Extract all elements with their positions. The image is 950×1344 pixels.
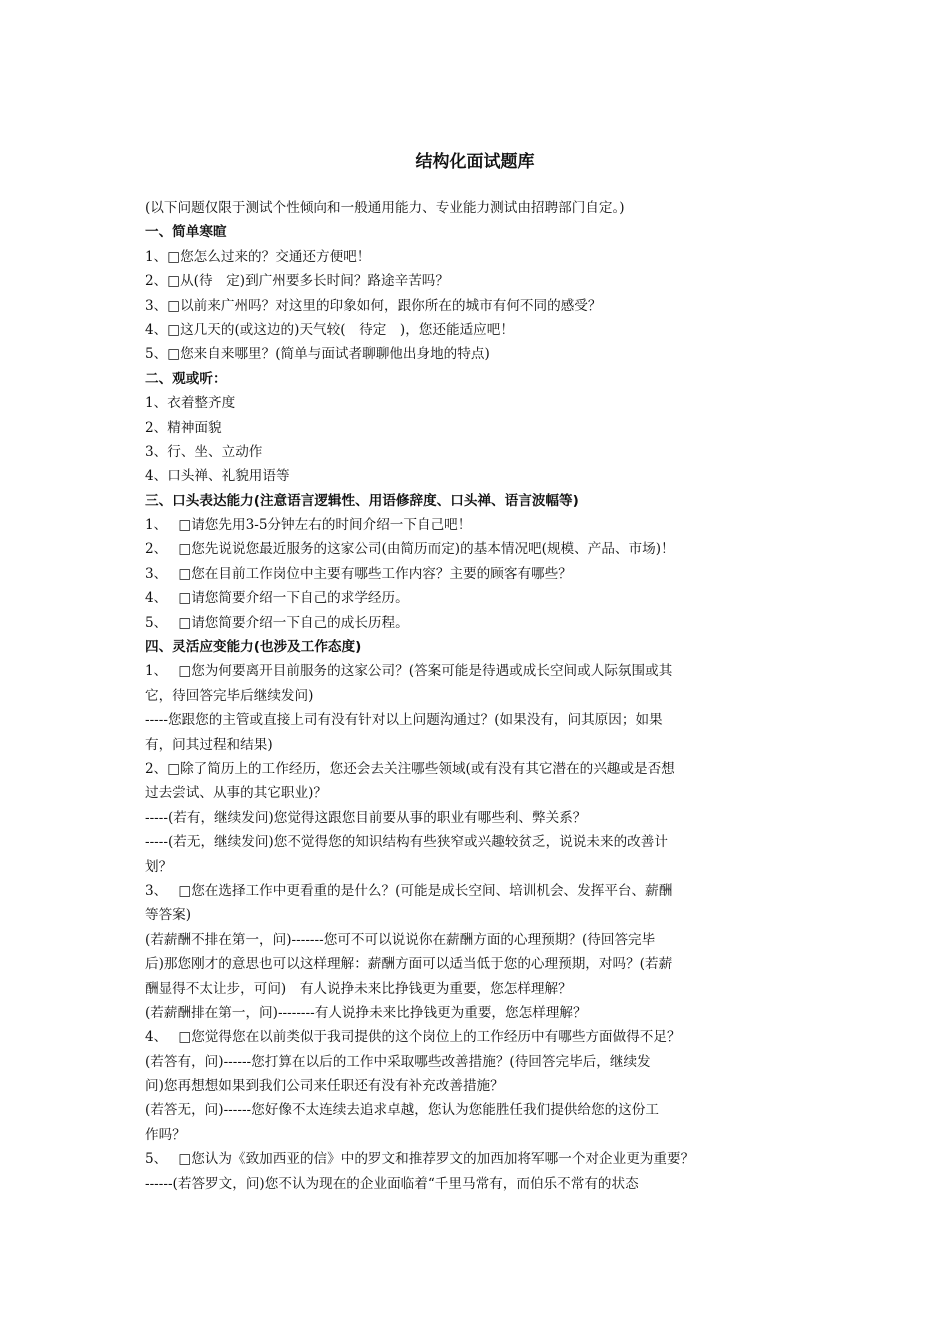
question-line: ------(若答罗文，问)您不认为现在的企业面临着“千里马常有，而伯乐不常有的状态 — [145, 1175, 639, 1192]
question-line: 有，问其过程和结果) — [145, 736, 273, 753]
section-heading: 一、简单寒暄 — [145, 224, 227, 241]
question-line: 划？ — [145, 858, 173, 875]
observation-line: 1、衣着整齐度 — [145, 395, 236, 412]
document-title: 结构化面试题库 — [415, 152, 535, 172]
observation-line: 3、行、坐、立动作 — [145, 443, 263, 460]
question-line: 它，待回答完毕后继续发问) — [145, 687, 314, 704]
question-line: (若薪酬排在第一，问)--------有人说挣未来比挣钱更为重要，您怎样理解？ — [145, 1004, 587, 1021]
question-line: 5、 □请您简要介绍一下自己的成长历程。 — [145, 614, 409, 631]
question-line: (若薪酬不排在第一，问)-------您可不可以说说你在薪酬方面的心理预期？(待回答完毕 — [145, 931, 656, 948]
question-line: 3、□以前来广州吗？对这里的印象如何，跟你所在的城市有何不同的感受？ — [145, 297, 602, 314]
question-line: 1、□您怎么过来的？交通还方便吧！ — [145, 248, 371, 265]
section-heading: 四、灵活应变能力(也涉及工作态度) — [145, 639, 362, 656]
question-line: -----(若有，继续发问)您觉得这跟您目前要从事的职业有哪些利、弊关系？ — [145, 809, 587, 826]
question-line: 3、 □您在目前工作岗位中主要有哪些工作内容？主要的顾客有哪些？ — [145, 565, 572, 582]
question-line: 等答案) — [145, 907, 192, 924]
question-line: 过去尝试、从事的其它职业)？ — [145, 785, 328, 802]
question-line: 5、□您来自来哪里？(简单与面试者聊聊他出身地的特点) — [145, 346, 490, 363]
observation-line: 4、口头禅、礼貌用语等 — [145, 468, 290, 485]
question-line: 酬显得不太让步，可问) 有人说挣未来比挣钱更为重要，您怎样理解？ — [145, 980, 572, 997]
question-line: (若答无，问)------您好像不太连续去追求卓越，您认为您能胜任我们提供给您的这份工 — [145, 1102, 659, 1119]
question-line: -----(若无，继续发问)您不觉得您的知识结构有些狭窄或兴趣较贫乏，说说未来的改善计 — [145, 834, 668, 851]
section-heading: 二、观或听： — [145, 370, 227, 387]
question-line: 4、 □请您简要介绍一下自己的求学经历。 — [145, 590, 409, 607]
document-body — [145, 196, 810, 1196]
question-line: 作吗？ — [145, 1126, 186, 1143]
question-line: 1、 □请您先用3-5分钟左右的时间介绍一下自己吧！ — [145, 517, 472, 534]
question-line: 问)您再想想如果到我们公司来任职还有没有补充改善措施？ — [145, 1078, 504, 1095]
question-line: 后)那您刚才的意思也可以这样理解：薪酬方面可以适当低于您的心理预期，对吗？(若薪 — [145, 956, 673, 973]
question-line: 2、 □您先说说您最近服务的这家公司(由简历而定)的基本情况吧(规模、产品、市场)！ — [145, 541, 675, 558]
question-line: 2、□从(待 定)到广州要多长时间？路途辛苦吗？ — [145, 273, 449, 290]
intro-note: (以下问题仅限于测试个性倾向和一般通用能力、专业能力测试由招聘部门自定。) — [145, 200, 625, 216]
observation-line: 2、精神面貌 — [145, 419, 222, 436]
question-line: 2、□除了简历上的工作经历，您还会去关注哪些领域(或有没有其它潜在的兴趣或是否想 — [145, 760, 675, 777]
question-line: 1、 □您为何要离开目前服务的这家公司？(答案可能是待遇或成长空间或人际氛围或其 — [145, 663, 673, 680]
question-line: 5、 □您认为《致加西亚的信》中的罗文和推荐罗文的加西加将军哪一个对企业更为重要？ — [145, 1151, 695, 1168]
question-line: 3、 □您在选择工作中更看重的是什么？(可能是成长空间、培训机会、发挥平台、薪酬 — [145, 882, 673, 899]
question-line: -----您跟您的主管或直接上司有没有针对以上问题沟通过？(如果没有，问其原因；如果 — [145, 712, 663, 729]
question-line: (若答有，问)------您打算在以后的工作中采取哪些改善措施？(待回答完毕后，继续发 — [145, 1053, 651, 1070]
question-line: 4、 □您觉得您在以前类似于我司提供的这个岗位上的工作经历中有哪些方面做得不足？ — [145, 1029, 681, 1046]
section-heading: 三、口头表达能力(注意语言逻辑性、用语修辞度、口头禅、语言波幅等) — [145, 492, 579, 509]
question-line: 4、□这几天的(或这边的)天气较( 待定 )，您还能适应吧！ — [145, 321, 514, 338]
